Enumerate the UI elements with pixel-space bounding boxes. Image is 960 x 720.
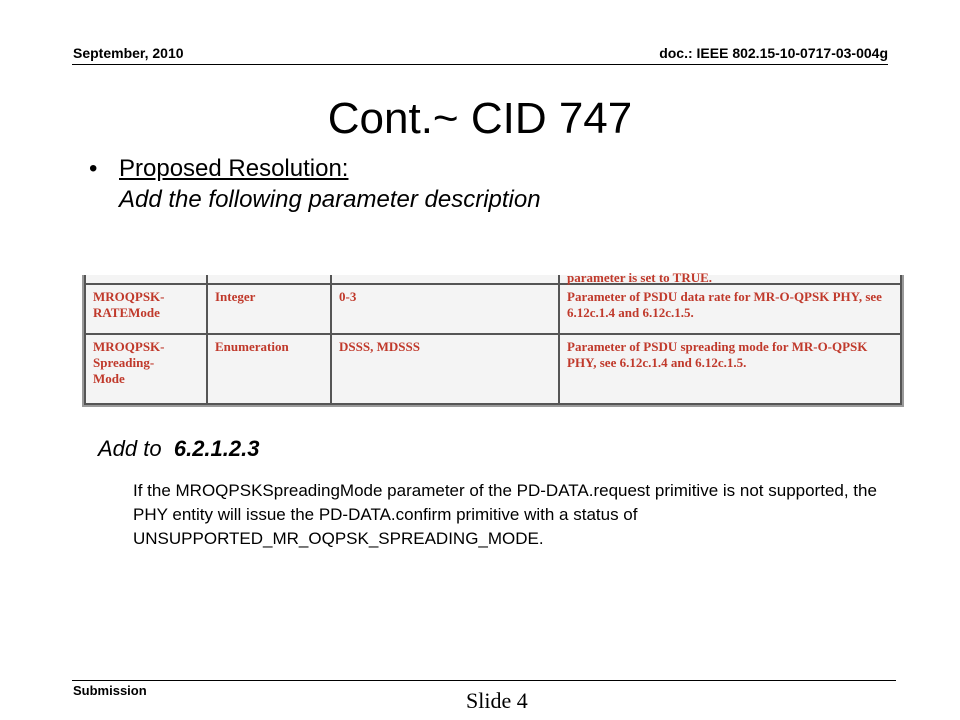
parameter-table xyxy=(84,270,902,405)
footer-divider xyxy=(72,680,896,681)
param-description: Parameter of PSDU spreading mode for MR-O-QPSK PHY, see 6.12c.1.4 and 6.12c.1.5. xyxy=(559,334,901,404)
table-cell xyxy=(559,270,901,285)
slide-title: Cont.~ CID 747 xyxy=(327,94,633,143)
header-divider xyxy=(72,64,888,65)
proposed-resolution-text: Add the following parameter description xyxy=(119,186,541,213)
slide-number: Slide 4 xyxy=(466,688,528,713)
header-doc-id: doc.: IEEE 802.15-10-0717-03-004g xyxy=(659,45,888,61)
param-type: Integer xyxy=(207,284,331,334)
header-date: September, 2010 xyxy=(73,45,184,61)
table-cell xyxy=(85,275,207,284)
bullet-glyph: • xyxy=(89,155,98,182)
table-row-cut xyxy=(85,275,901,284)
body-paragraph: If the MROQPSKSpreadingMode parameter of the PD-DATA.request primitive is not supported, the PHY entity will issue the PD-DATA.confirm primitive with a status of UNSUPPORTED_MR_OQPSK_SPREADING_MODE. xyxy=(133,481,877,548)
param-range: 0-3 xyxy=(331,284,559,334)
proposed-resolution-label: Proposed Resolution: xyxy=(119,155,349,182)
param-name xyxy=(85,334,207,404)
parameter-table-image xyxy=(82,270,904,407)
table-cell xyxy=(207,275,331,284)
param-range: DSSS, MDSSS xyxy=(331,334,559,404)
footer-submission: Submission xyxy=(73,683,147,698)
param-name-text: MROQPSK- Spreading- Mode xyxy=(93,339,165,387)
add-to-prefix: Add to xyxy=(98,436,162,461)
table-row xyxy=(85,334,901,404)
param-name-text: MROQPSK- RATEMode xyxy=(93,289,165,320)
cut-row-text: parameter is set to TRUE. xyxy=(567,270,713,285)
table-row xyxy=(85,284,901,334)
add-to-section: 6.2.1.2.3 xyxy=(173,436,260,461)
param-name xyxy=(85,284,207,334)
add-to-line xyxy=(98,436,259,462)
table-cell xyxy=(331,275,559,284)
param-type: Enumeration xyxy=(207,334,331,404)
param-description: Parameter of PSDU data rate for MR-O-QPSK PHY, see 6.12c.1.4 and 6.12c.1.5. xyxy=(559,284,901,334)
